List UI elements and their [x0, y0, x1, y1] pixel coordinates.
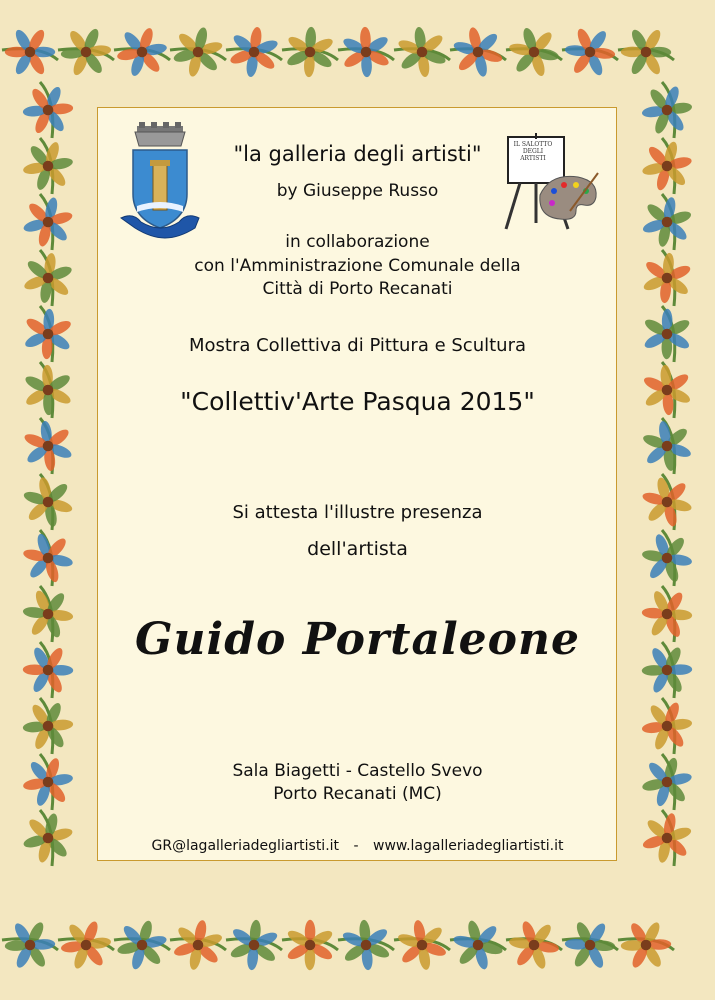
contact-website: www.lagalleriadegliartisti.it — [373, 838, 564, 854]
attestation-line-1: Si attesta l'illustre presenza — [232, 502, 483, 523]
exhibition-type: Mostra Collettiva di Pittura e Scultura — [188, 335, 527, 356]
contact-email: GR@lagalleriadegliartisti.it — [151, 838, 340, 854]
collaboration-line-3: Città di Porto Recanati — [262, 279, 453, 299]
gallery-title: "la galleria degli artisti" — [233, 142, 482, 166]
salotto-logo-text: IL SALOTTO DEGLI ARTISTI — [513, 141, 553, 162]
venue-line-1: Sala Biagetti - Castello Svevo — [232, 761, 483, 781]
contact-line — [0, 838, 715, 854]
exhibition-name: "Collettiv'Arte Pasqua 2015" — [180, 387, 535, 416]
artist-name: Guido Portaleone — [134, 614, 581, 665]
by-line: by Giuseppe Russo — [276, 181, 439, 201]
collaboration-line-1: in collaborazione — [285, 232, 430, 252]
contact-separator: - — [353, 838, 359, 854]
venue-line-2: Porto Recanati (MC) — [273, 784, 442, 804]
attestation-line-2: dell'artista — [307, 538, 408, 560]
collaboration-line-2: con l'Amministrazione Comunale della — [194, 256, 521, 276]
